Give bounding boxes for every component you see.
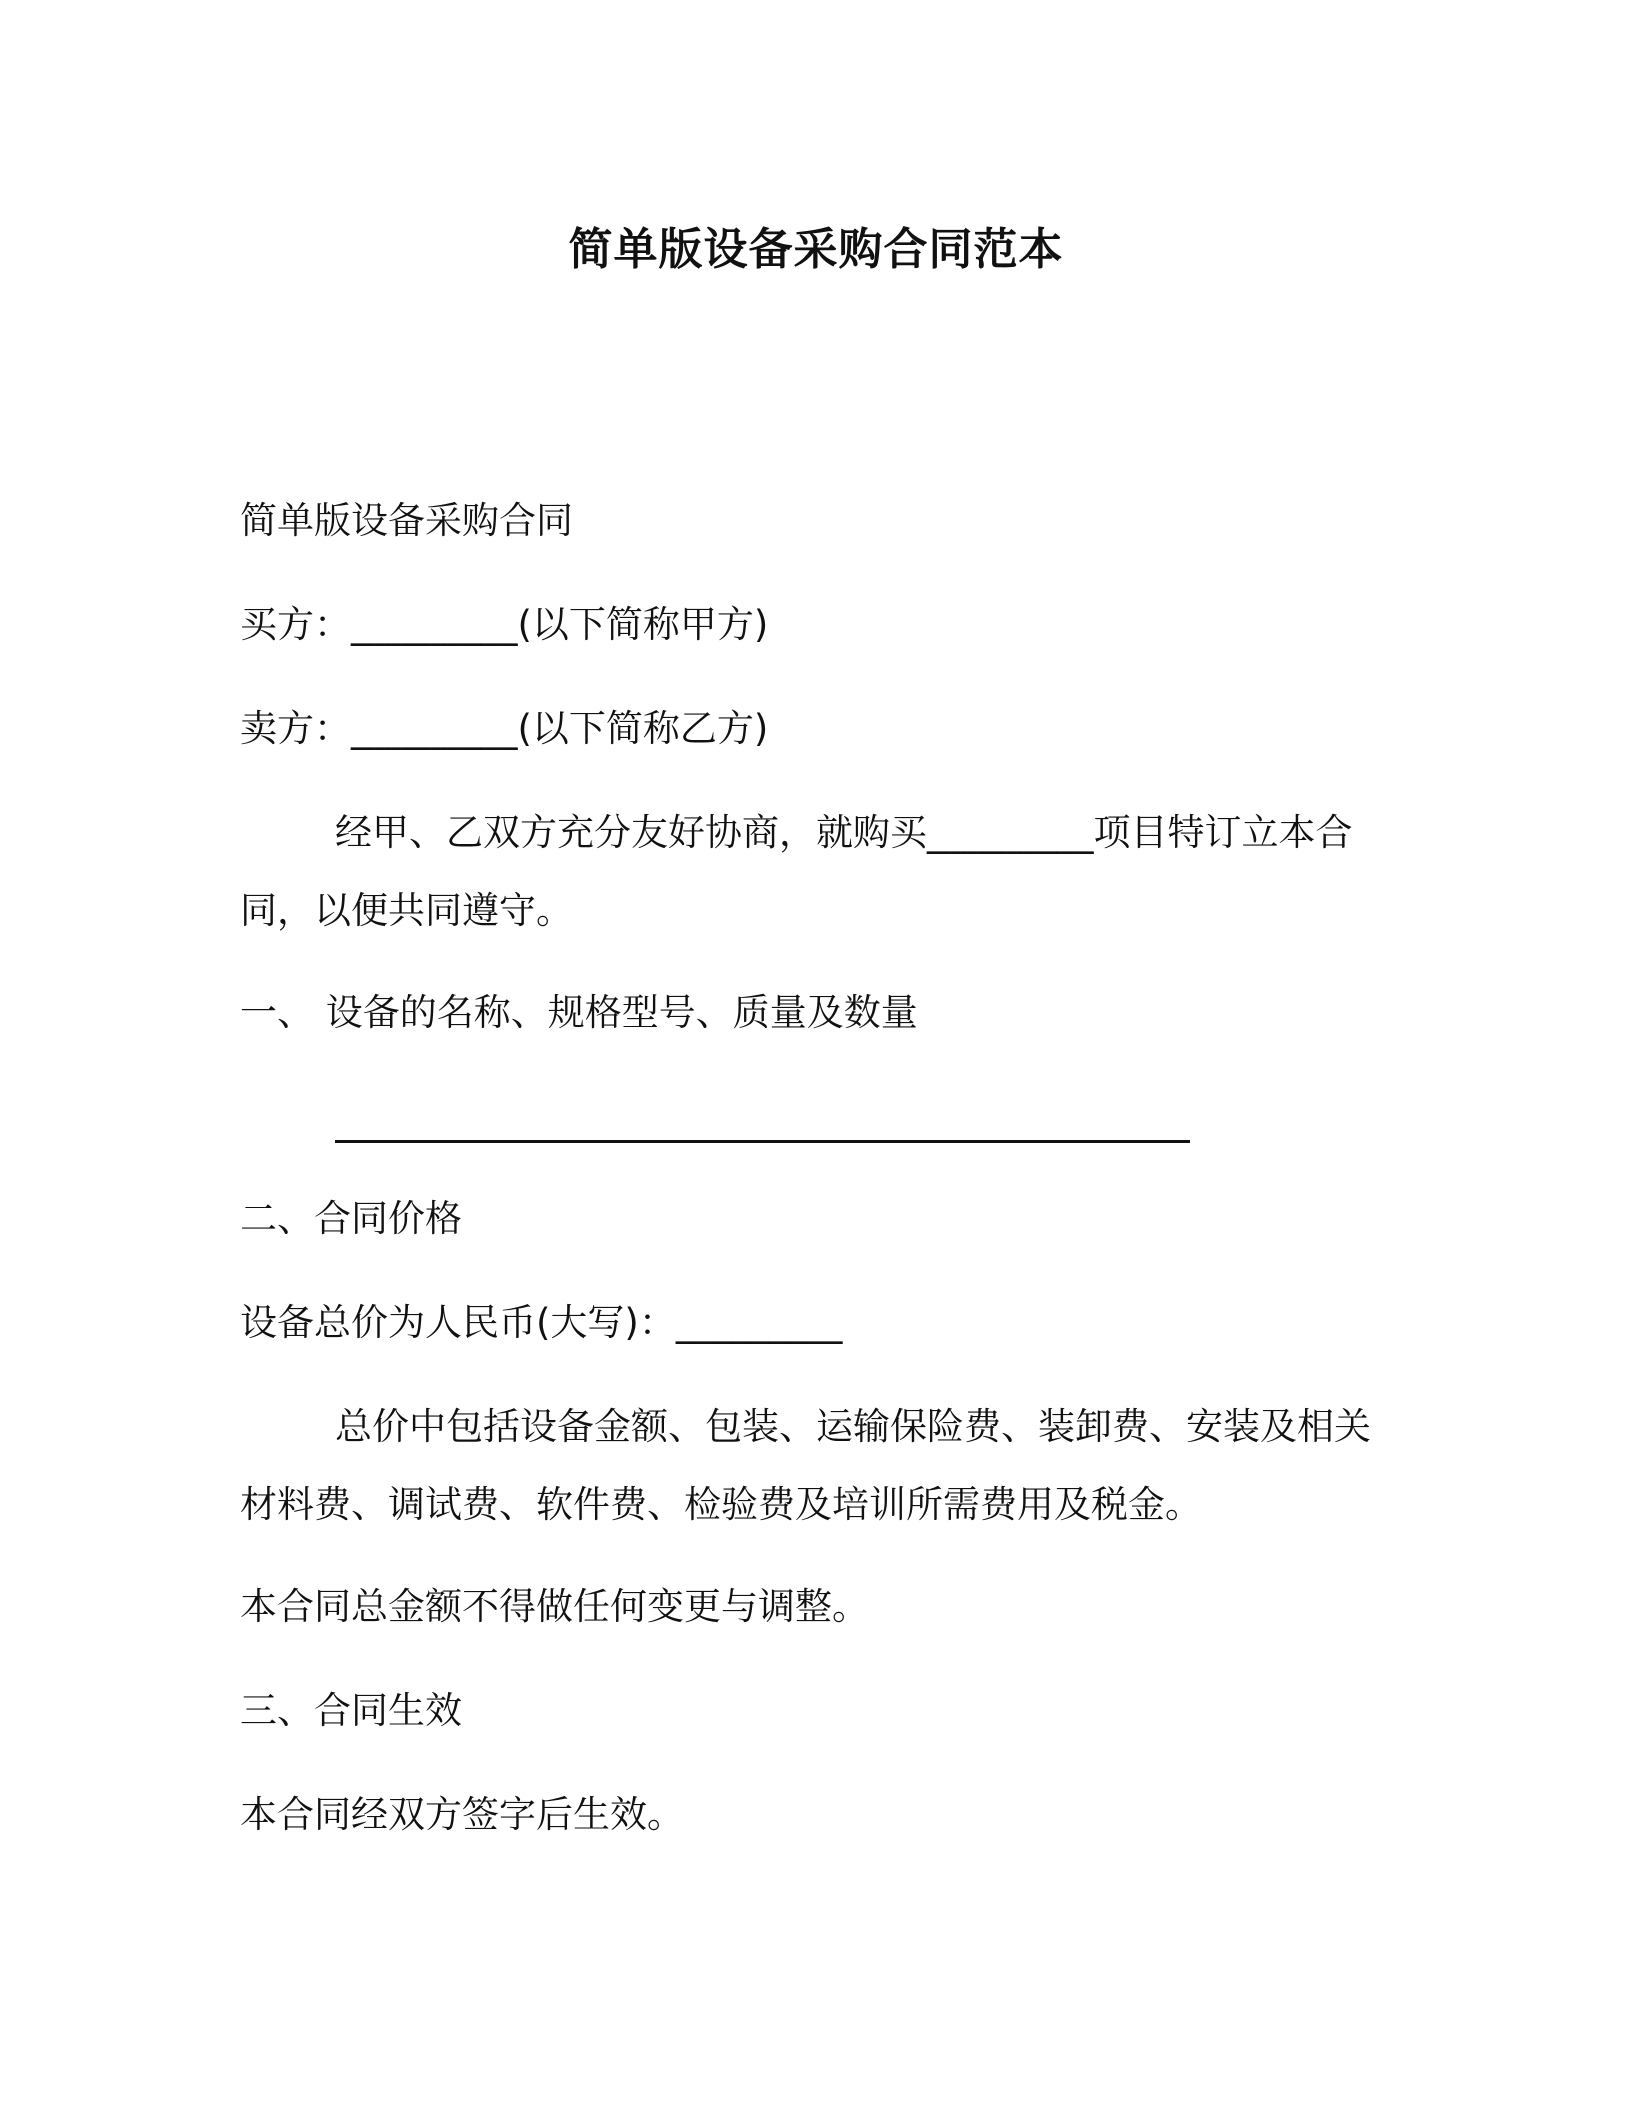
price-includes-paragraph: 总价中包括设备金额、包装、运输保险费、装卸费、安装及相关材料费、调试费、软件费、检验费及培训所需费用及税金。: [240, 1405, 1371, 1526]
effective-line: 本合同经双方签字后生效。: [240, 1793, 684, 1836]
section-2-heading: 二、合同价格: [240, 1197, 462, 1240]
preamble-paragraph: 经甲、乙双方充分友好协商，就购买_________项目特订立本合同，以便共同遵守。: [240, 811, 1353, 932]
section-3-heading: 三、合同生效: [240, 1689, 462, 1732]
fill-in-blank-line: [335, 1140, 1190, 1143]
document-title: 简单版设备采购合同范本: [568, 224, 1064, 275]
total-price-line: 设备总价为人民币(大写)：_________: [240, 1301, 843, 1344]
contract-heading: 简单版设备采购合同: [240, 499, 573, 542]
no-change-line: 本合同总金额不得做任何变更与调整。: [240, 1585, 869, 1628]
section-1-heading: 一、 设备的名称、规格型号、质量及数量: [240, 991, 918, 1034]
buyer-line: 买方：_________(以下简称甲方): [240, 603, 769, 646]
seller-line: 卖方：_________(以下简称乙方): [240, 707, 769, 750]
